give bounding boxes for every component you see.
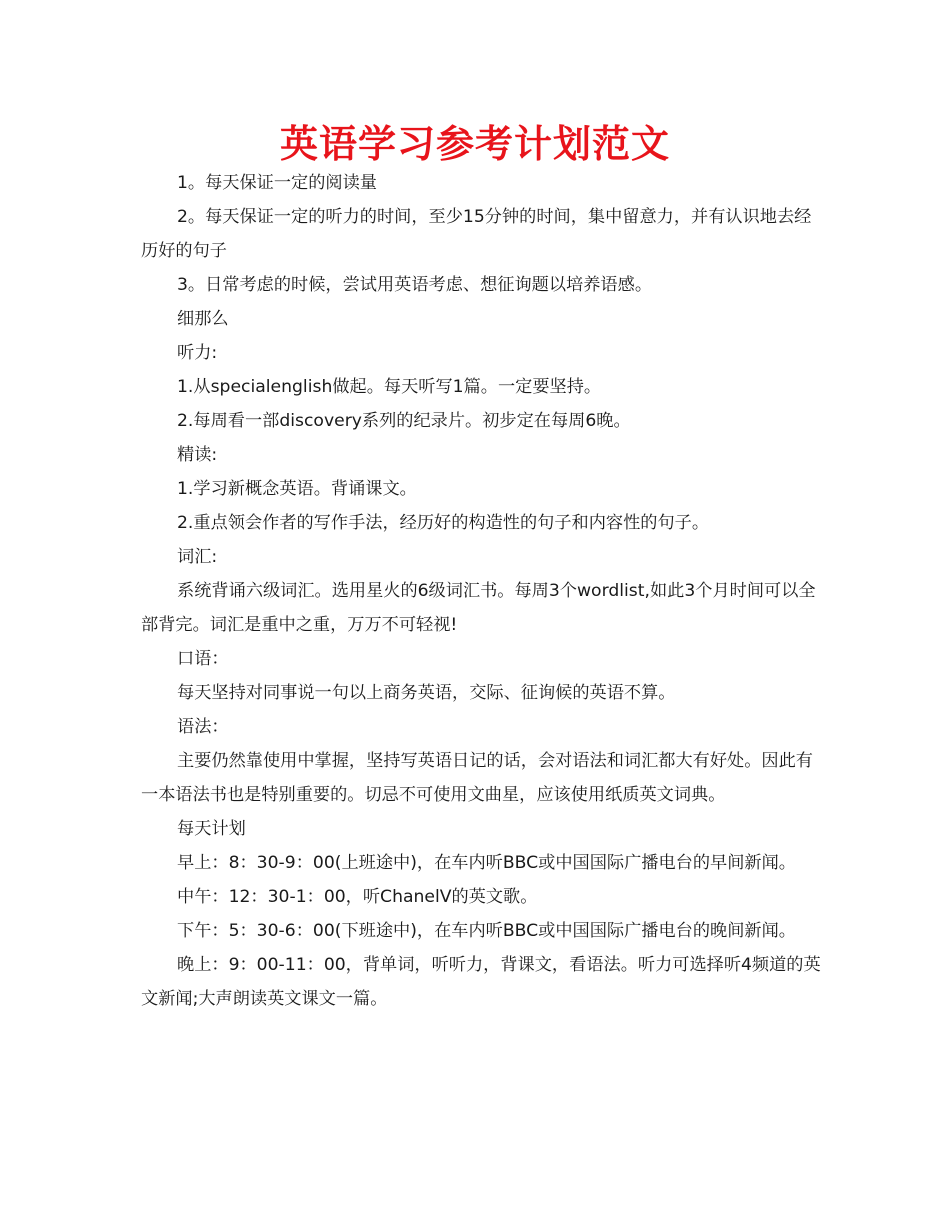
plan-evening: 晚上：9：00-11：00，背单词，听听力，背课文，看语法。听力可选择听4频道的英文新闻;大声朗读英文课文一篇。	[141, 955, 821, 1009]
paragraph-2: 2。每天保证一定的听力的时间，至少15分钟的时间，集中留意力，并有认识地去经历好的句子	[141, 207, 812, 261]
plan-morning: 早上：8：30-9：00(上班途中)，在车内听BBC或中国国际广播电台的早间新闻。	[177, 853, 796, 873]
plan-noon: 中午：12：30-1：00，听ChanelV的英文歌。	[177, 887, 538, 907]
reading-item-1: 1.学习新概念英语。背诵课文。	[177, 479, 417, 499]
plan-afternoon: 下午：5：30-6：00(下班途中)，在车内听BBC或中国国际广播电台的晚间新闻。	[177, 921, 796, 941]
document-body	[141, 166, 821, 1016]
section-heading-intensive-reading: 精读:	[177, 445, 218, 465]
section-heading-speaking: 口语：	[177, 649, 229, 669]
paragraph-1: 1。每天保证一定的阅读量	[177, 173, 377, 193]
section-heading-daily-plan: 每天计划	[177, 819, 246, 839]
grammar-paragraph: 主要仍然靠使用中掌握，坚持写英语日记的话，会对语法和词汇都大有好处。因此有一本语法书也是特别重要的。切忌不可使用文曲星，应该使用纸质英文词典。	[141, 751, 813, 805]
vocabulary-paragraph: 系统背诵六级词汇。选用星火的6级词汇书。每周3个wordlist,如此3个月时间可以全部背完。词汇是重中之重，万万不可轻视!	[141, 581, 816, 635]
speaking-paragraph: 每天坚持对同事说一句以上商务英语，交际、征询候的英语不算。	[177, 683, 676, 703]
section-heading-listening: 听力:	[177, 343, 218, 363]
section-heading-vocabulary: 词汇:	[177, 547, 218, 567]
listening-item-1: 1.从specialenglish做起。每天听写1篇。一定要坚持。	[177, 377, 602, 397]
section-heading-grammar: 语法：	[177, 717, 229, 737]
section-heading-details: 细那么	[177, 309, 229, 329]
listening-item-2: 2.每周看一部discovery系列的纪录片。初步定在每周6晚。	[177, 411, 631, 431]
paragraph-3: 3。日常考虑的时候，尝试用英语考虑、想征询题以培养语感。	[177, 275, 653, 295]
document-title: 英语学习参考计划范文	[279, 122, 670, 166]
reading-item-2: 2.重点领会作者的写作手法，经历好的构造性的句子和内容性的句子。	[177, 513, 710, 533]
